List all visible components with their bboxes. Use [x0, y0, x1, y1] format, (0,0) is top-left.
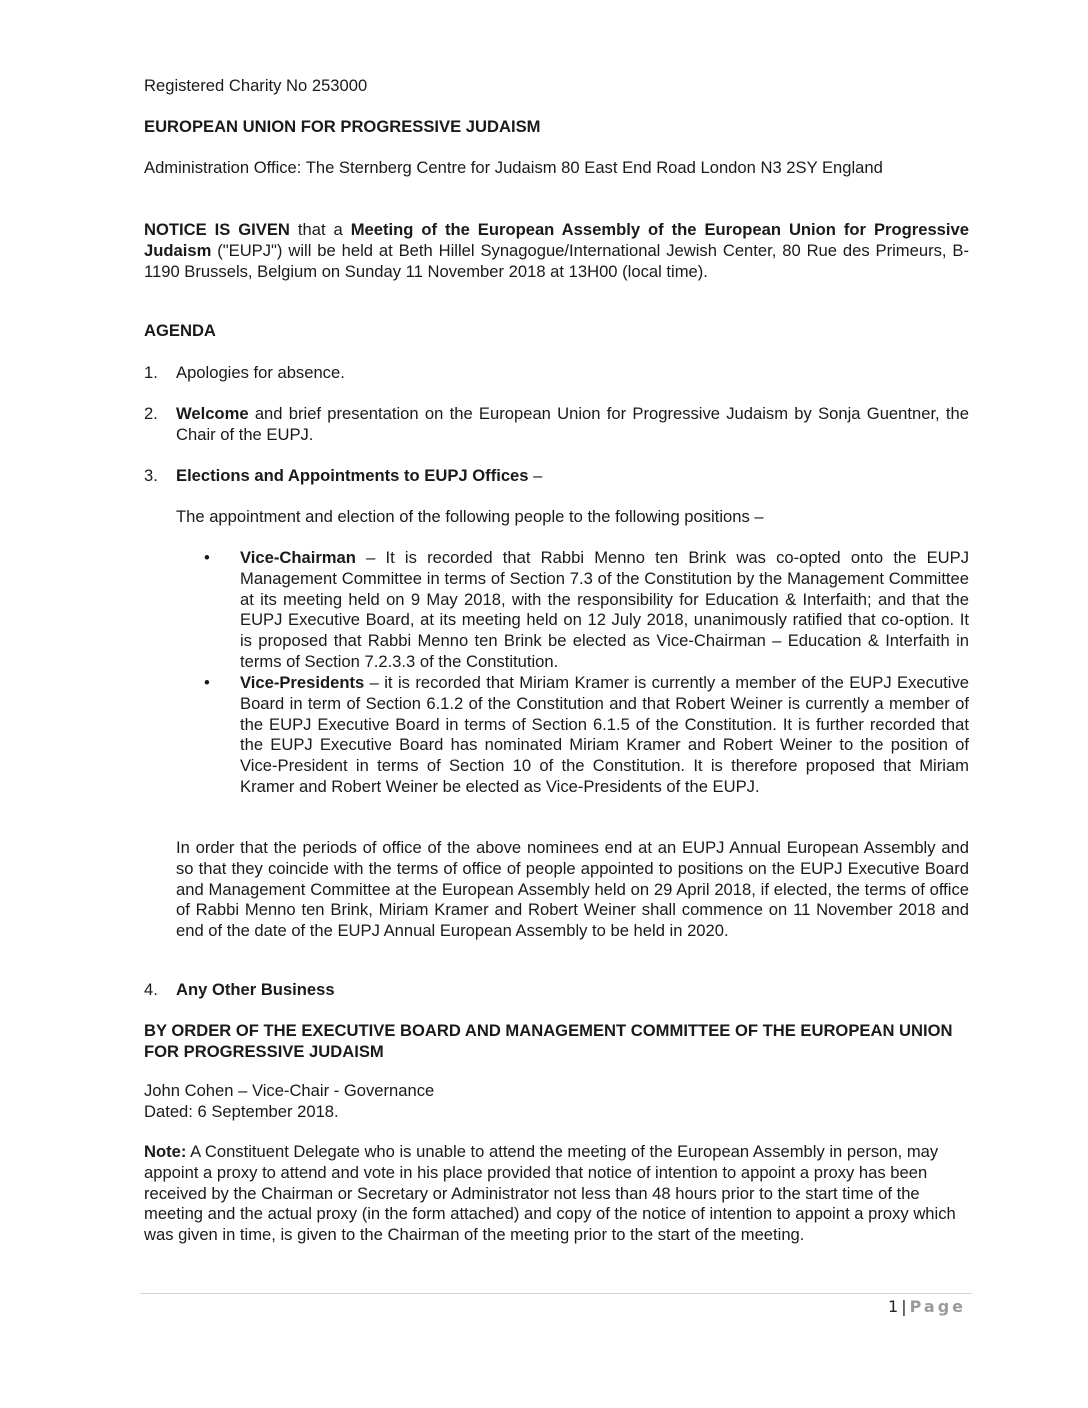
meeting-name: Meeting of the European Assembly of the European Union for Progressive Judaism	[144, 220, 969, 260]
by-order-statement: BY ORDER OF THE EXECUTIVE BOARD AND MANAGEMENT COMMITTEE OF THE EUROPEAN UNION FOR PROGRESSIVE JUDAISM	[144, 1021, 953, 1061]
bullet-text: Vice-Chairman – It is recorded that Rabbi Menno ten Brink was co-opted onto the EUPJ Management Committee in terms of Section 7.3 of the Constitution by the Management Committee at its meeting held on 9 May 2018, with the responsibility for Education & Interfaith; and that the EUPJ Executive Board, at its meeting held on 12 July 2018, unanimously ratified that co-option. It is proposed that Rabbi Menno ten Brink be elected as Vice-Chairman – Education & Interfaith in terms of Section 7.2.3.3 of the Constitution.	[240, 548, 969, 671]
agenda-item-heading: Elections and Appointments to EUPJ Offices –	[176, 466, 543, 485]
proxy-note: Note: A Constituent Delegate who is unable to attend the meeting of the European Assembly in person, may appoint a proxy to attend and vote in his place provided that notice of intention to appoint a proxy has been received by the Chairman or Secretary or Administrator not less than 48 hours prior to the start time of the meeting and the actual proxy (in the form attached) and copy of the notice of intention to appoint a proxy which was given in time, is given to the Chairman of the meeting prior to the start of the meeting.	[144, 1142, 956, 1245]
agenda-item-text: Apologies for absence.	[176, 363, 345, 382]
bullet-text: Vice-Presidents – it is recorded that Miriam Kramer is currently a member of the EUPJ Executive Board in term of Section 6.1.2 of the Constitution and that Robert Weiner is currently a member of the EUPJ Executive Board in terms of Section 6.1.5 of the Constitution. It is further recorded that the EUPJ Executive Board has nominated Miriam Kramer and Robert Weiner to the position of Vice-President in terms of Section 10 of the Constitution. It is therefore proposed that Miriam Kramer and Robert Weiner be elected as Vice-Presidents of the EUPJ.	[240, 673, 969, 796]
charity-number: Registered Charity No 253000	[144, 76, 368, 95]
footer-divider	[140, 1293, 972, 1294]
signatory-date: Dated: 6 September 2018.	[144, 1102, 339, 1121]
agenda-item-text: Welcome and brief presentation on the European Union for Progressive Judaism by Sonja Guentner, the Chair of the EUPJ.	[176, 404, 969, 444]
bullet-icon: •	[204, 673, 210, 692]
agenda-item-number: 1.	[144, 363, 158, 382]
appointments-intro: The appointment and election of the following people to the following positions –	[176, 507, 764, 526]
agenda-item-number: 4.	[144, 980, 158, 999]
agenda-item-number: 3.	[144, 466, 158, 485]
agenda-title: AGENDA	[144, 321, 216, 340]
page-label: Page	[909, 1297, 966, 1316]
agenda-item-heading: Any Other Business	[176, 980, 335, 999]
page-number: 1	[888, 1297, 899, 1316]
administration-office: Administration Office: The Sternberg Centre for Judaism 80 East End Road London N3 2SY England	[144, 158, 883, 177]
footer-separator: |	[901, 1297, 907, 1316]
page-footer	[888, 1293, 966, 1321]
terms-of-office-paragraph: In order that the periods of office of the above nominees end at an EUPJ Annual European Assembly and so that they coincide with the terms of office of people appointed to positions on the EUPJ Executive Board and Management Committee at the European Assembly held on 29 April 2018, if elected, the terms of office of Rabbi Menno ten Brink, Miriam Kramer and Robert Weiner shall commence on 11 November 2018 and end of the date of the EUPJ Annual European Assembly to be held in 2020.	[176, 838, 969, 941]
bullet-icon: •	[204, 548, 210, 567]
notice-paragraph: NOTICE IS GIVEN that a Meeting of the European Assembly of the European Union for Progressive Judaism ("EUPJ") will be held at Beth Hillel Synagogue/International Jewish Center, 80 Rue des Primeurs, B-1190 Brussels, Belgium on Sunday 11 November 2018 at 13H00 (local time).	[144, 220, 969, 281]
agenda-item-number: 2.	[144, 404, 158, 423]
notice-lead: NOTICE IS GIVEN	[144, 220, 290, 239]
signatory-name: John Cohen – Vice-Chair - Governance	[144, 1081, 435, 1100]
organisation-name: EUROPEAN UNION FOR PROGRESSIVE JUDAISM	[144, 117, 541, 136]
